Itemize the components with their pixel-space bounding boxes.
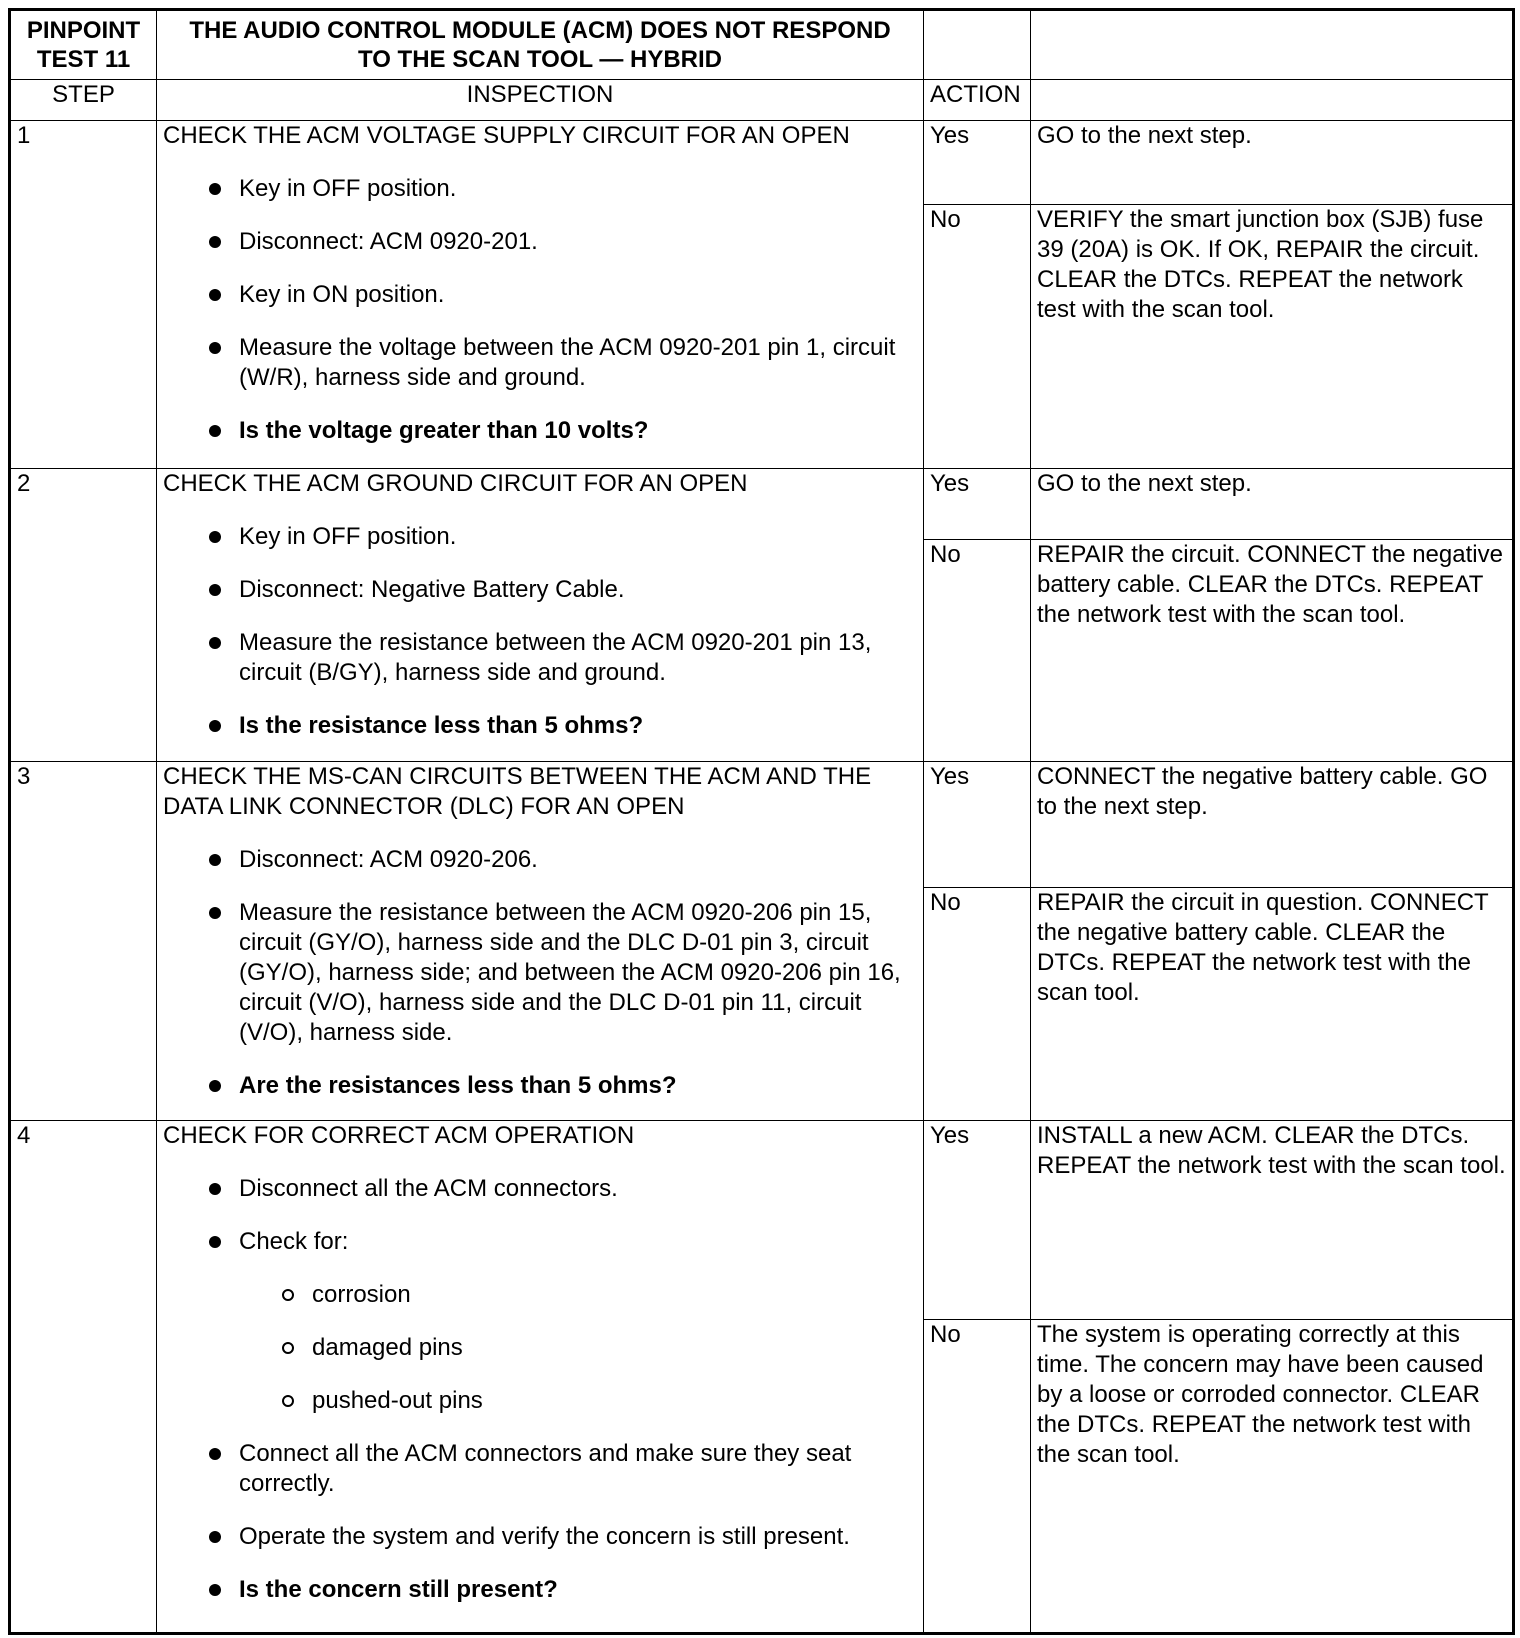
inspection-question: Is the concern still present? (163, 1575, 917, 1605)
inspection-item: Measure the voltage between the ACM 0920-201 pin 1, circuit (W/R), harness side and ground. (163, 333, 917, 393)
bullet-icon (209, 289, 221, 301)
pinpoint-test-table (8, 8, 1515, 1635)
action-no: VERIFY the smart junction box (SJB) fuse 39 (20A) is OK. If OK, REPAIR the circuit. CLEAR the DTCs. REPEAT the network test with the scan tool. (1031, 205, 1514, 469)
step-3-yes-row (10, 762, 1514, 888)
inspection-item: Operate the system and verify the concern is still present. (163, 1522, 917, 1552)
answer-yes: Yes (924, 469, 1031, 540)
inspection-list (163, 174, 917, 446)
hollow-bullet-icon (282, 1342, 294, 1354)
action-yes: INSTALL a new ACM. CLEAR the DTCs. REPEAT the network test with the scan tool. (1031, 1121, 1514, 1320)
hollow-bullet-icon (282, 1395, 294, 1407)
bullet-icon (209, 854, 221, 866)
action-no: REPAIR the circuit in question. CONNECT the negative battery cable. CLEAR the DTCs. REPEAT the network test with the scan tool. (1031, 888, 1514, 1121)
bullet-icon (209, 720, 221, 732)
action-yes: GO to the next step. (1031, 121, 1514, 205)
inspection-sub-item: damaged pins (163, 1333, 917, 1363)
action-yes: CONNECT the negative battery cable. GO to the next step. (1031, 762, 1514, 888)
bullet-icon (209, 342, 221, 354)
inspection-item: Disconnect: Negative Battery Cable. (163, 575, 917, 605)
answer-no: No (924, 1320, 1031, 1634)
inspection-list (163, 845, 917, 1101)
step-inspection (157, 121, 924, 469)
hollow-bullet-icon (282, 1289, 294, 1301)
inspection-sub-item: pushed-out pins (163, 1386, 917, 1416)
inspection-question: Is the voltage greater than 10 volts? (163, 416, 917, 446)
inspection-item: Disconnect: ACM 0920-206. (163, 845, 917, 875)
title-empty-cell (1031, 10, 1514, 80)
action-no: The system is operating correctly at this time. The concern may have been caused by a loose or corroded connector. CLEAR the DTCs. REPEAT the network test with the scan tool. (1031, 1320, 1514, 1634)
inspection-item: Key in OFF position. (163, 522, 917, 552)
answer-yes: Yes (924, 1121, 1031, 1320)
inspection-item: Measure the resistance between the ACM 0920-206 pin 15, circuit (GY/O), harness side and the DLC D-01 pin 3, circuit (GY/O), harness side; and between the ACM 0920-206 pin 16, circuit (V/O), harness side and the DLC D-01 pin 11, circuit (V/O), harness side. (163, 898, 917, 1048)
action-yes: GO to the next step. (1031, 469, 1514, 540)
inspection-item: Connect all the ACM connectors and make sure they seat correctly. (163, 1439, 917, 1499)
inspection-item: Measure the resistance between the ACM 0920-201 pin 13, circuit (B/GY), harness side and ground. (163, 628, 917, 688)
step-inspection (157, 1121, 924, 1634)
bullet-icon (209, 637, 221, 649)
col-header-action: ACTION (924, 80, 1031, 121)
col-header-inspection: INSPECTION (157, 80, 924, 121)
answer-yes: Yes (924, 121, 1031, 205)
inspection-sub-item: corrosion (163, 1280, 917, 1310)
answer-no: No (924, 540, 1031, 762)
inspection-question: Are the resistances less than 5 ohms? (163, 1071, 917, 1101)
step-inspection (157, 469, 924, 762)
bullet-icon (209, 183, 221, 195)
title-row (10, 10, 1514, 80)
bullet-icon (209, 1080, 221, 1092)
inspection-list (163, 522, 917, 741)
bullet-icon (209, 1584, 221, 1596)
inspection-title: CHECK FOR CORRECT ACM OPERATION (163, 1122, 635, 1149)
col-header-empty (1031, 80, 1514, 121)
answer-yes: Yes (924, 762, 1031, 888)
step-number: 2 (10, 469, 157, 762)
action-no: REPAIR the circuit. CONNECT the negative battery cable. CLEAR the DTCs. REPEAT the network test with the scan tool. (1031, 540, 1514, 762)
inspection-item: Key in ON position. (163, 280, 917, 310)
inspection-item: Disconnect all the ACM connectors. (163, 1174, 917, 1204)
test-title: THE AUDIO CONTROL MODULE (ACM) DOES NOT RESPOND TO THE SCAN TOOL — HYBRID (157, 10, 924, 80)
inspection-title: CHECK THE MS-CAN CIRCUITS BETWEEN THE ACM AND THE DATA LINK CONNECTOR (DLC) FOR AN OPEN (163, 763, 872, 820)
test-label: PINPOINT TEST 11 (10, 10, 157, 80)
column-header-row (10, 80, 1514, 121)
step-number: 1 (10, 121, 157, 469)
bullet-icon (209, 907, 221, 919)
bullet-icon (209, 531, 221, 543)
inspection-list (163, 1174, 917, 1605)
title-empty-cell (924, 10, 1031, 80)
col-header-step: STEP (10, 80, 157, 121)
inspection-item: Key in OFF position. (163, 174, 917, 204)
bullet-icon (209, 584, 221, 596)
step-inspection (157, 762, 924, 1121)
step-1-yes-row (10, 121, 1514, 205)
inspection-item: Disconnect: ACM 0920-201. (163, 227, 917, 257)
step-4-yes-row (10, 1121, 1514, 1320)
answer-no: No (924, 888, 1031, 1121)
inspection-title: CHECK THE ACM VOLTAGE SUPPLY CIRCUIT FOR AN OPEN (163, 122, 850, 149)
inspection-title: CHECK THE ACM GROUND CIRCUIT FOR AN OPEN (163, 470, 748, 497)
step-number: 4 (10, 1121, 157, 1634)
bullet-icon (209, 236, 221, 248)
inspection-item: Check for: (163, 1227, 917, 1257)
answer-no: No (924, 205, 1031, 469)
step-2-yes-row (10, 469, 1514, 540)
bullet-icon (209, 1448, 221, 1460)
bullet-icon (209, 1236, 221, 1248)
inspection-question: Is the resistance less than 5 ohms? (163, 711, 917, 741)
bullet-icon (209, 1183, 221, 1195)
bullet-icon (209, 425, 221, 437)
step-number: 3 (10, 762, 157, 1121)
bullet-icon (209, 1531, 221, 1543)
